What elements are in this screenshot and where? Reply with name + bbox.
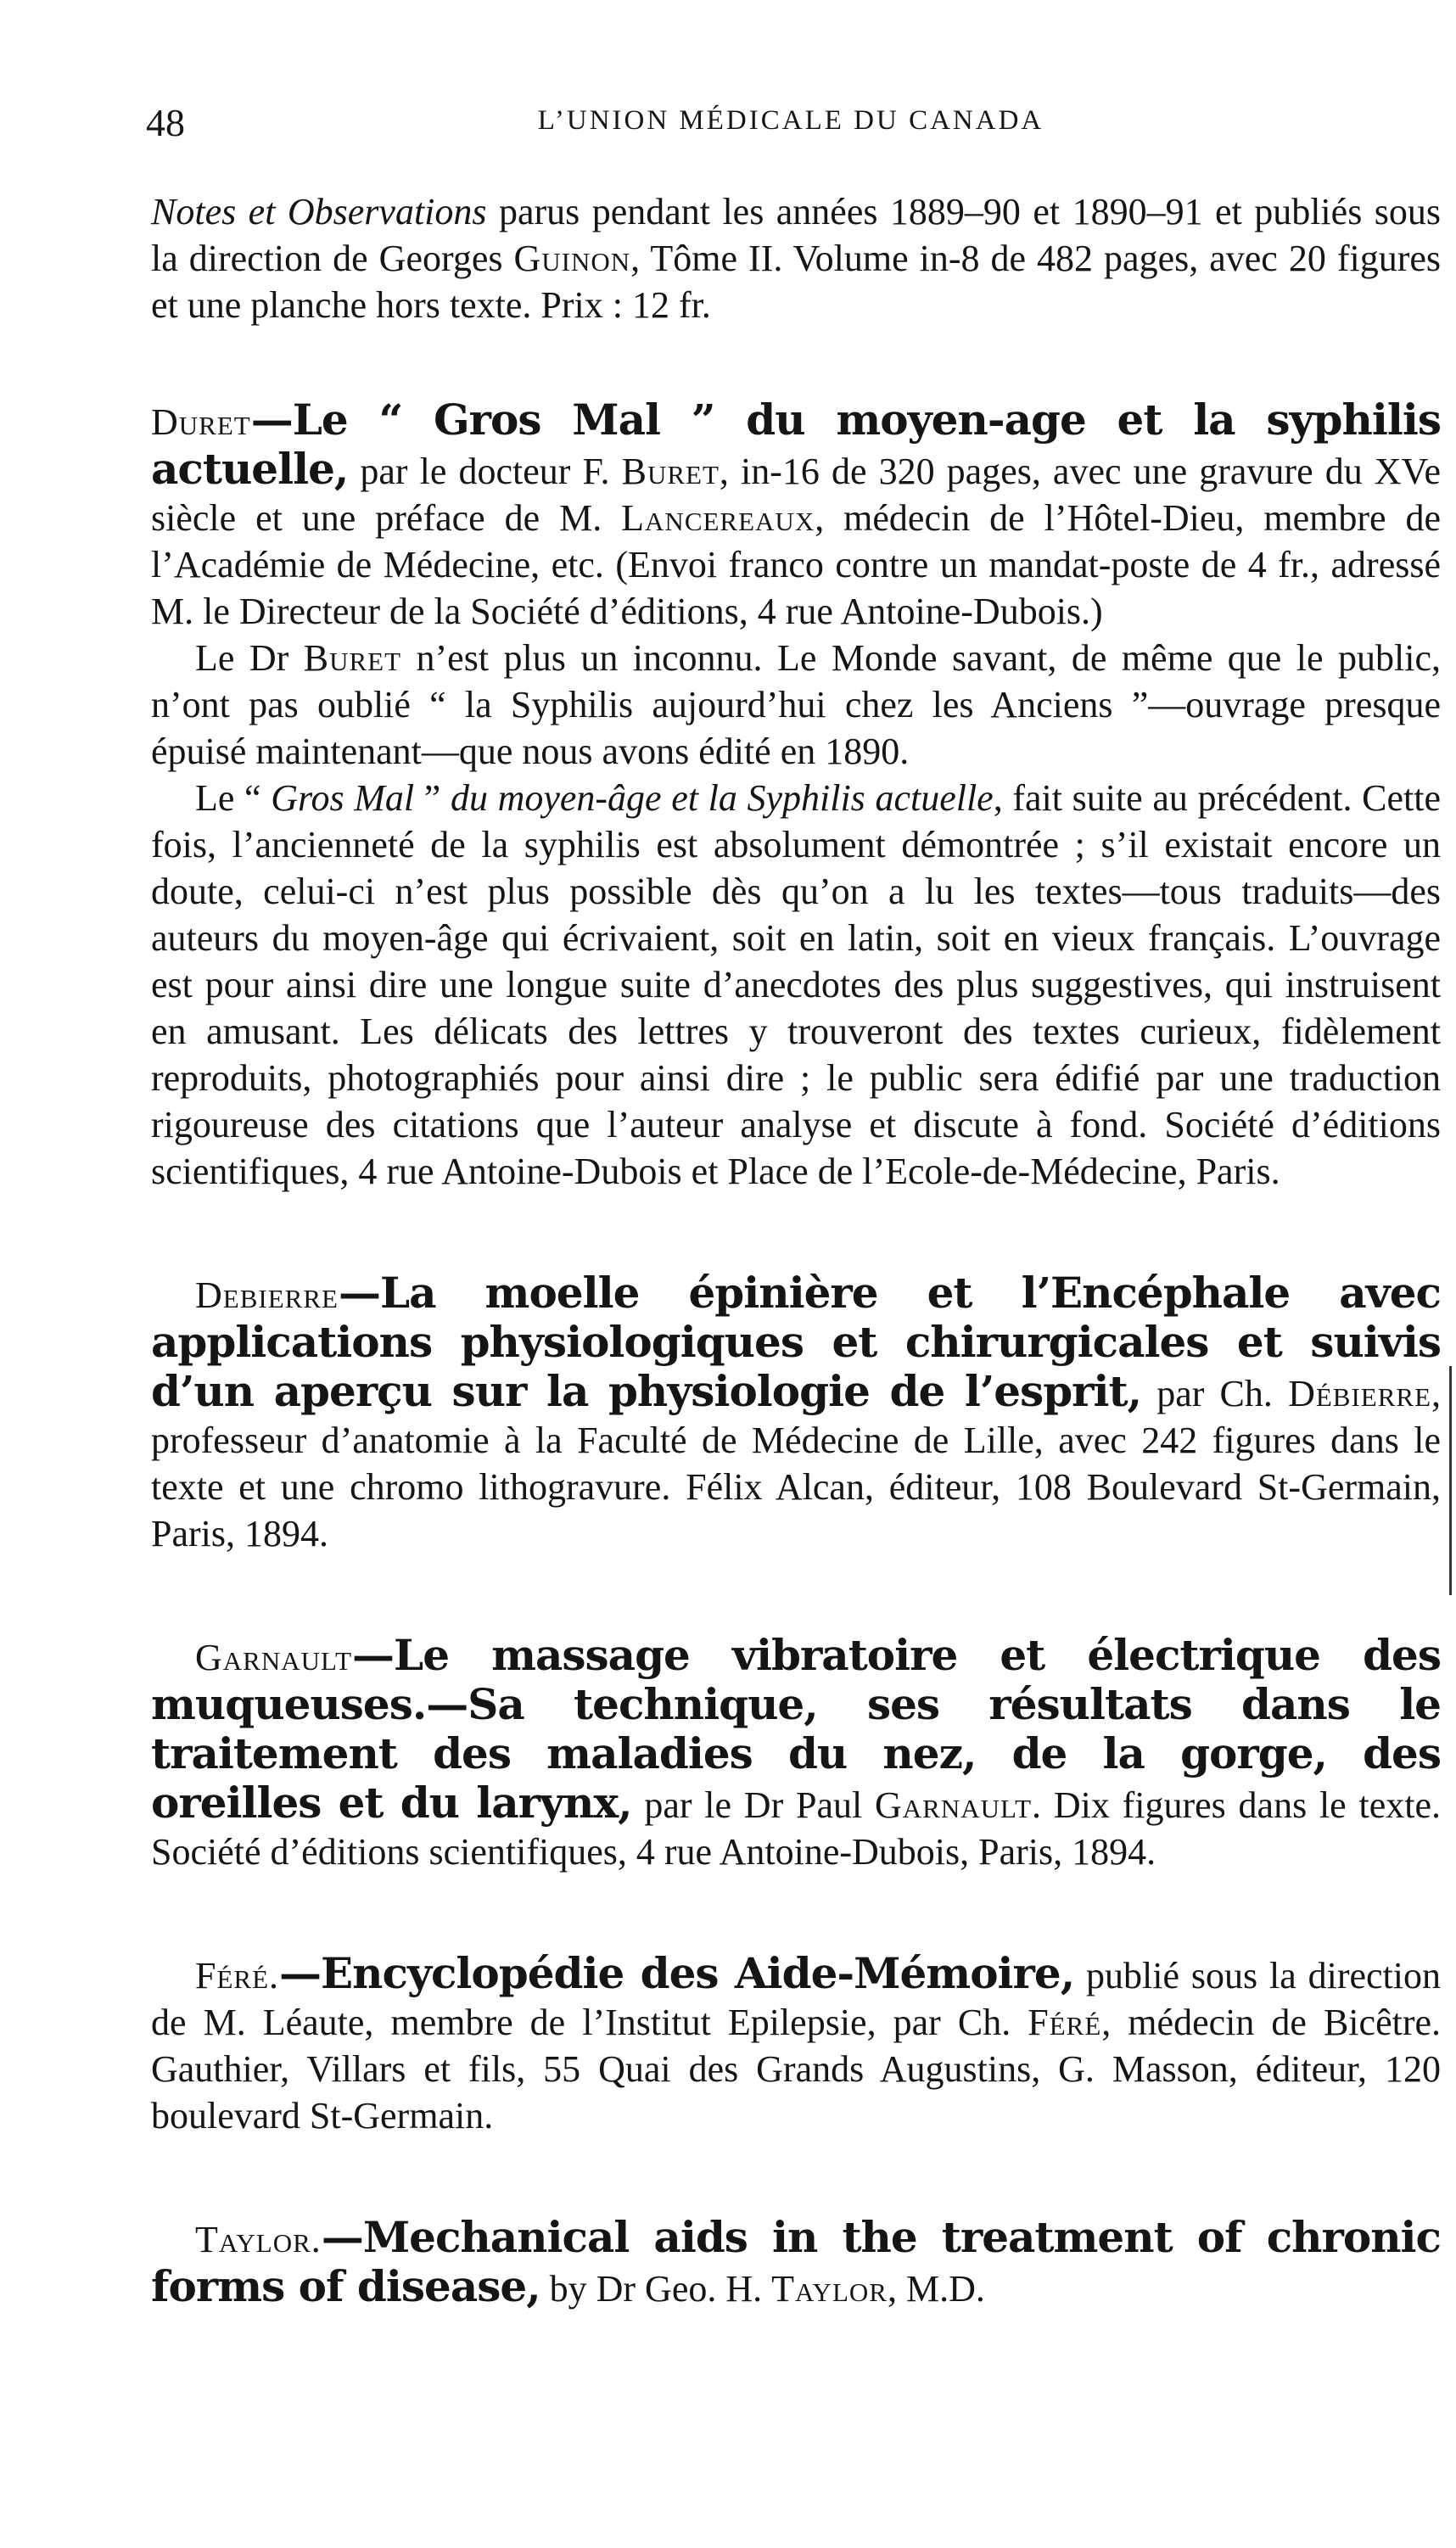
page-header xyxy=(146,100,1436,151)
entry-debierre-author: Debierre xyxy=(195,1274,339,1316)
entry-guinon-rest: , Tôme II. Volume in-8 de 482 pages, avec 20 figures et une planche hors texte. Prix : 12 fr. xyxy=(151,238,1442,326)
entry-taylor-text xyxy=(151,2214,1441,2312)
entry-duret-p1-author: Buret xyxy=(621,451,720,492)
entry-duret-p3c: , fait suite au précédent. Cette fois, l’ancienneté de la syphilis est absolument démontrée ; s’il existait encore un doute, celui-ci n’est plus possible dès qu’on a lu les textes—tous traduits—des auteurs du moyen-âge qui écrivaient, soit en latin, soit en vieux français. L’ouvrage est pour ainsi dire une longue suite d’anecdotes des plus suggestives, qui instruisent en amusant. Les délicats des lettres y trouveront des textes curieux, fidèlement reproduits, photographiés pour ainsi dire ; le public sera édifié par une traduction rigoureuse des citations que l’auteur analyse et discute à fond. Société d’éditions scientifiques, 4 rue Antoine-Dubois et Place de l’Ecole-de-Médecine, Paris. xyxy=(151,777,1441,1192)
entry-garnault-b: . Dix figures dans le texte. Société d’éditions scientifiques, 4 rue Antoine-Dubois, Paris, 1894. xyxy=(151,1784,1441,1873)
entry-duret-p2-author: Buret xyxy=(303,637,402,679)
entry-garnault-title: —Le massage vibratoire et électrique des muqueuses.—Sa technique, ses résultats dans le traitement des maladies du nez, de la gorge, des oreilles et du larynx, xyxy=(151,1630,1441,1828)
entry-guinon xyxy=(151,188,1441,328)
entry-guinon-text xyxy=(151,188,1441,328)
entry-guinon-body: parus pendant les années 1889–90 et 1890–91 et publiés sous la direction de Georges xyxy=(151,191,1442,279)
entry-garnault xyxy=(151,1632,1441,1875)
entry-guinon-title: Notes et Observations xyxy=(151,191,487,232)
entry-fere-a: publié sous la direction de M. Léaute, membre de l’Institut Epilepsie, par Ch. xyxy=(151,1955,1441,2043)
entry-debierre-title: —La moelle épinière et l’Encéphale avec applications physiologiques et chirurgicales et suivis d’un aperçu sur la physiologie de l’esprit, xyxy=(151,1268,1441,1416)
entry-duret xyxy=(151,396,1441,1195)
entry-debierre-text xyxy=(151,1269,1441,1557)
entry-fere-author: Féré. xyxy=(195,1955,280,1996)
entry-duret-p3 xyxy=(151,775,1441,1195)
entry-fere xyxy=(151,1950,1441,2139)
entry-debierre-a: par Ch. xyxy=(1141,1373,1289,1414)
entry-duret-p3-italic2: du moyen-âge et la Syphilis actuelle xyxy=(450,777,994,819)
entry-duret-p3-italic1: Gros Mal xyxy=(271,777,415,819)
entry-duret-p1a: par le docteur F. xyxy=(348,451,622,492)
entry-duret-p1-lancereaux: Lancereaux xyxy=(621,497,815,539)
entry-duret-p3b: ” xyxy=(414,777,451,819)
entry-duret-p2b: n’est plus un inconnu. Le Monde savant, de même que le public, n’ont pas oublié “ la Syphilis aujourd’hui chez les Anciens ”—ouvrage presque épuisé maintenant—que nous avons édité en 1890. xyxy=(151,637,1441,772)
entry-debierre-b: , professeur d’anatomie à la Faculté de Médecine de Lille, avec 242 figures dans le texte et une chromo lithogravure. Félix Alcan, éditeur, 108 Boulevard St-Germain, Paris, 1894. xyxy=(151,1373,1442,1554)
entry-duret-p2a: Le Dr xyxy=(195,637,304,679)
entry-garnault-text xyxy=(151,1632,1441,1875)
entry-taylor-author2: Taylor xyxy=(771,2268,888,2310)
entry-duret-p3a: Le “ xyxy=(195,777,272,819)
entry-taylor-title: —Mechanical aids in the treatment of chronic forms of disease, xyxy=(151,2212,1441,2311)
entry-duret-p1c: , médecin de l’Hôtel-Dieu, membre de l’Académie de Médecine, etc. (Envoi franco contre un mandat-poste de 4 fr., adressé M. le Directeur de la Société d’éditions, 4 rue Antoine-Dubois.) xyxy=(151,497,1441,632)
page-number: 48 xyxy=(146,101,185,144)
running-head: L’UNION MÉDICALE DU CANADA xyxy=(537,105,1044,136)
entry-debierre xyxy=(151,1269,1441,1557)
entry-guinon-author: Guinon xyxy=(513,238,631,279)
entry-garnault-author: Garnault xyxy=(195,1637,353,1678)
entry-duret-author: Duret xyxy=(151,401,251,443)
entry-garnault-a: par le Dr Paul xyxy=(631,1784,876,1826)
entry-garnault-author2: Garnault xyxy=(875,1784,1033,1826)
entry-duret-p1 xyxy=(151,396,1441,635)
entry-duret-title: —Le “ Gros Mal ” du moyen-age et la syphilis actuelle, xyxy=(151,395,1441,494)
entry-fere-b: , médecin de Bicêtre. Gauthier, Villars et fils, 55 Quai des Grands Augustins, G. Masson, éditeur, 120 boulevard St-Germain. xyxy=(151,2002,1441,2136)
entry-taylor-b: , M.D. xyxy=(887,2268,985,2310)
margin-rule xyxy=(1449,1366,1452,1595)
entry-fere-text xyxy=(151,1950,1441,2139)
entry-fere-author2: Féré xyxy=(1028,2002,1102,2043)
entry-taylor-author: Taylor. xyxy=(195,2219,322,2260)
entry-duret-p1b: , in-16 de 320 pages, avec une gravure du XVe siècle et une préface de M. xyxy=(151,451,1441,539)
entry-debierre-author2: Débierre xyxy=(1288,1373,1432,1414)
entry-taylor-a: by Dr Geo. H. xyxy=(540,2268,772,2310)
entry-taylor xyxy=(151,2214,1441,2312)
entry-duret-p2 xyxy=(151,635,1441,775)
page-body xyxy=(151,188,1441,2372)
entry-fere-title: —Encyclopédie des Aide-Mémoire, xyxy=(279,1948,1075,1998)
